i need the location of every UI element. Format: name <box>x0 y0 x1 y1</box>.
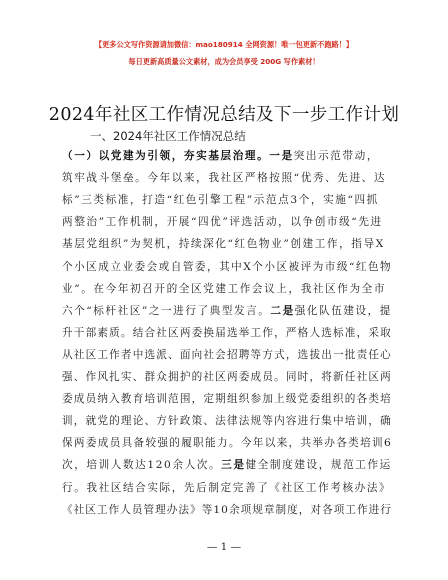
body-text-line <box>62 344 392 366</box>
bold-phrase: 一是 <box>269 150 294 162</box>
body-text-line <box>62 388 392 410</box>
body-text-line <box>62 167 386 189</box>
text-run: 突出示范带动， <box>293 150 380 162</box>
body-text-line <box>62 145 379 167</box>
text-run: 升干部素质。结合社区两委换届选举工作，严格人选标准，采取 <box>62 326 392 339</box>
text-run: 个小区成立业委会或自管委，其中X个小区被评为市级“红色物 <box>62 260 393 273</box>
body-text-line <box>62 211 383 233</box>
text-run: 标”三类标准，打造“红色引擎工程”示范点3个，实施“四抓 <box>62 194 379 207</box>
section-heading: 一、2024年社区工作情况总结 <box>90 129 246 143</box>
body-text-line <box>62 300 392 322</box>
body-text-line <box>62 432 392 454</box>
body-text-line <box>62 366 392 388</box>
body-text-line <box>62 454 392 476</box>
text-run: 业”。在今年初召开的全区党建工作会议上，我社区作为全市 <box>62 282 387 295</box>
text-run: 健全制度建设，规范工作运 <box>245 459 392 472</box>
bold-phrase: 二是 <box>270 304 295 317</box>
text-run: 从社区工作者中选派、面向社会招聘等方式，选拔出一批责任心 <box>62 348 392 361</box>
body-text-line <box>62 477 391 499</box>
body-text-line <box>62 322 392 344</box>
text-run: 强化队伍建设，提 <box>294 304 392 317</box>
text-run: 次，培训人数达120余人次。 <box>62 459 222 472</box>
text-run: 六个“标杆社区”之一进行了典型发言。 <box>62 304 271 317</box>
body-text-line <box>62 278 386 300</box>
text-run: 基层党组织”为契机，持续深化“红色物业”创建工作，指导X <box>62 238 385 251</box>
text-run: 《社区工作人员管理办法》等10余项规章制度，对各项工作进行 <box>62 503 392 516</box>
text-run: 保两委成员具备较强的履职能力。今年以来，共举办各类培训6 <box>62 437 393 450</box>
bold-phrase: 三是 <box>221 459 246 472</box>
text-run: 筑牢战斗堡垒。今年以来，我社区严格按照“优秀、先进、达 <box>62 172 387 185</box>
text-run: 两整治”工作机制，开展“四优”评选活动，以争创市级“先进 <box>62 216 383 229</box>
page-number: — 1 — <box>206 541 242 553</box>
text-run: 训，就党的理论、方针政策、法律法规等内容进行集中培训，确 <box>62 415 392 428</box>
text-run: 行。我社区结合实际，先后制定完善了《社区工作考核办法》 <box>62 481 392 494</box>
body-text-line <box>62 233 385 255</box>
body-text-line <box>62 189 379 211</box>
promo-banner-line-2: 每日更新高质量公文素材，成为会员享受 200G 写作素材！ <box>128 57 320 66</box>
text-run: 委成员纳入教育培训范围，定期组织参加上级党委组织的各类培 <box>62 393 392 406</box>
body-text-line <box>62 499 392 521</box>
bold-phrase: （一）以党建为引领，夯实基层治理。 <box>62 150 270 162</box>
text-run: 强、作风扎实、群众拥护的社区两委成员。同时，将新任社区两 <box>62 371 392 383</box>
body-text-line <box>62 256 392 278</box>
promo-banner-line-1: 【更多公文写作资源请加微信：mao180914 全网资源！唯一包更新不跑路！】 <box>94 40 354 49</box>
body-text-line <box>62 410 392 432</box>
document-title: 2024年社区工作情况总结及下一步工作计划 <box>48 105 400 125</box>
